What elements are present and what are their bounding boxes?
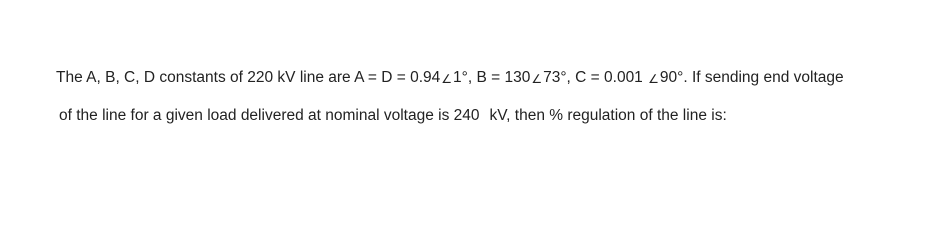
angle-symbol: ∠ — [441, 72, 453, 86]
question-line-2 — [56, 104, 926, 128]
question-line-1 — [56, 66, 926, 90]
angle-symbol: ∠ — [531, 72, 543, 86]
question-intro: The A, B, C, D constants of 220 kV line are A = D = 0.94 — [56, 69, 441, 86]
angle-symbol: ∠ — [648, 72, 659, 86]
b-angle-and-c-magnitude: 73°, C = 0.001 — [543, 69, 648, 86]
sending-voltage-text: of the line for a given load delivered at nominal voltage is 240 — [59, 107, 480, 124]
question-text — [56, 66, 926, 128]
a-angle-and-b-magnitude: 1°, B = 130 — [453, 69, 531, 86]
regulation-question-text: kV, then % regulation of the line is: — [489, 107, 727, 124]
c-angle-and-sending-voltage-text: 90°. If sending end voltage — [659, 69, 844, 86]
